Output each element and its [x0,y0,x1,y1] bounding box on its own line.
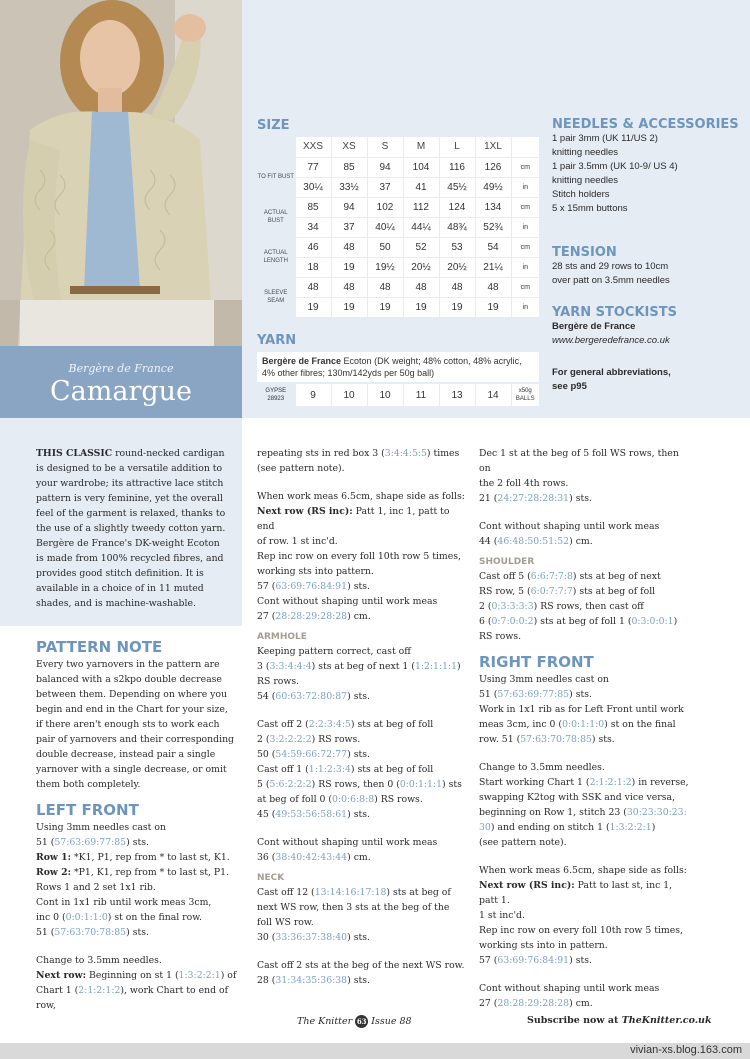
tension-heading: TENSION [552,245,617,260]
stockist-name: Bergère de France [552,321,636,332]
shoulder-heading: SHOULDER [479,557,535,567]
size-row: 18 19 19½ 20½ 20½ 21¼ in [257,257,539,277]
footer-magazine: The Knitter 63 Issue 88 [297,1016,412,1027]
size-row: 34 37 40¼ 44¼ 48¾ 52¾ in [257,217,539,237]
page-footer [0,1013,750,1031]
yarn-balls-row: GYPSE 28923 9 10 10 11 13 14 x50g BALLS [257,384,539,406]
yarn-heading: YARN [257,333,297,348]
column-3: Dec 1 st at the beg of 5 foll WS rows, then on the 2 foll 4th rows. 21 (24:27:28:28:31) sts. Cont without shaping until work meas 44 (46:48:50:51:52) cm. SHOULDER Cast off 5 (6:6:7:7:8) sts at beg of next RS row, 5 (6:0:7:7:7) sts at beg of foll 2 (0:3:3:3:3) RS rows, then cast off 6 (0:7:0:0:2) sts at beg of foll 1 (0:3:0:0:1) RS rows. RIGHT FRONT Using 3mm needles cast on 51 (57:63:69:77:85) sts. Work in 1x1 rib as for Left Front until work meas 3cm, inc 0 (0:0:1:1:0) st on the final row. 51 (57:63:70:78:85) sts. Change to 3.5mm needles. Start working Chart 1 (2:1:2:1:2) in reverse, swapping K2tog with SSK and vice versa, beginning on Row 1, stitch 23 (30:23:30:23: 30) and ending on stitch 1 (1:3:2:2:1) (see pattern note). When work meas 6.5cm, shape side as folls: Next row (RS inc): Patt to last st, inc 1, patt 1. 1 st inc'd. Rep inc row on every foll 10th row 5 times, working sts into in pattern. 57 (63:69:76:84:91) sts. Cont without shaping until work meas 27 (28:28:29:28:28) cm. [479,446,693,1011]
size-header-cell: XXS [295,137,331,157]
size-row-label: SLEEVE SEAM [257,277,295,317]
model-photo-illustration [0,0,242,346]
watermark-text: vivian-xs.blog.163.com [630,1044,742,1056]
size-heading: SIZE [257,118,290,133]
page-number-badge: 63 [356,1017,367,1026]
neck-heading: NECK [257,873,285,883]
size-row-label: ACTUAL LENGTH [257,237,295,277]
watermark-bar [0,1043,750,1059]
yarn-unit-label: x50g BALLS [511,384,539,406]
size-row: ACTUAL BUST 85 94 102 112 124 134 cm [257,197,539,217]
size-header-cell: L [439,137,475,157]
column-1: THIS CLASSIC round-necked cardigan is designed to be a versatile addition to your wardrobe; its attractive lace stitch pattern is very feminine, yet the overall feel of the garment is relaxed, thanks to the use of a slightly tweedy cotton yarn. Bergère de France's DK-weight Ecoton is made from 100% recycled fibres, and provides good stitch definition. It is available in a choice of in 11 muted shades, and is machine-washable. PATTERN NOTE Every two yarnovers in the pattern are balanced with a s2kpo double decrease between them. Depending on where you begin and end in the Chart for your size, if there aren't enough sts to work each pair of yarnovers and their corresponding double decrease, instead pair a single yarnover with a single decrease, or omit them both completely. LEFT FRONT Using 3mm needles cast on 51 (57:63:69:77:85) sts. Row 1: *K1, P1, rep from * to last st, K1. Row 2: *P1, K1, rep from * to last st, P1. Rows 1 and 2 set 1x1 rib. Cont in 1x1 rib until work meas 3cm, inc 0 (0:0:1:1:0) st on the final row. 51 (57:63:70:78:85) sts. Change to 3.5mm needles. Next row: Beginning on st 1 (1:3:2:2:1) of Chart 1 (2:1:2:1:2), work Chart to end of row, [36,446,244,1013]
unit-cell: in [511,177,539,197]
size-row-label: TO FIT BUST [257,157,295,197]
size-row: ACTUAL LENGTH 46 48 50 52 53 54 cm [257,237,539,257]
stockists-section [552,306,742,348]
size-row: TO FIT BUST 77 85 94 104 116 126 cm [257,157,539,177]
stockists-heading: YARN STOCKISTS [552,305,677,320]
size-header-cell: 1XL [475,137,511,157]
subscribe-link[interactable]: TheKnitter.co.uk [621,1015,712,1026]
pattern-brand: Bergère de France [68,362,174,375]
unit-cell: in [511,257,539,277]
column-2: repeating sts in red box 3 (3:4:4:5:5) times (see pattern note). When work meas 6.5cm, shape side as folls: Next row (RS inc): Patt 1, inc 1, patt to end of row. 1 st inc'd. Rep inc row on every foll 10th row 5 times, working sts into pattern. 57 (63:69:76:84:91) sts. Cont without shaping until work meas 27 (28:28:29:28:28) cm. ARMHOLE Keeping pattern correct, cast off 3 (3:3:4:4:4) sts at beg of next 1 (1:2:1:1:1) RS rows. 54 (60:63:72:80:87) sts. Cast off 2 (2:2:3:4:5) sts at beg of foll 2 (3:2:2:2:2) RS rows. 50 (54:59:66:72:77) sts. Cast off 1 (1:1:2:3:4) sts at beg of foll 5 (5:6:2:2:2) RS rows, then 0 (0:0:1:1:1) sts at beg of foll 0 (0:0:6:8:8) RS rows. 45 (49:53:56:58:61) sts. Cont without shaping until work meas 36 (38:40:42:43:44) cm. NECK Cast off 12 (13:14:16:17:18) sts at beg of next WS row, then 3 sts at the beg of the foll WS row. 30 (33:36:37:38:40) sts. Cast off 2 sts at the beg of the next WS row. 28 (31:34:35:36:38) sts. [257,448,465,986]
armhole-heading: ARMHOLE [257,632,307,642]
unit-cell: in [511,217,539,237]
needles-heading: NEEDLES & ACCESSORIES [552,117,739,132]
unit-cell: cm [511,197,539,217]
size-header-row [257,137,539,157]
intro-lead: THIS CLASSIC [36,448,113,459]
size-header-cell: S [367,137,403,157]
right-front-heading: RIGHT FRONT [479,653,594,671]
size-table [257,137,539,318]
abbreviations-note: For general abbreviations, see p95 [552,367,671,392]
yarn-brand: Bergère de France [262,356,342,366]
pattern-name: Camargue [49,376,192,407]
left-front-heading: LEFT FRONT [36,801,139,819]
size-header-cell: M [403,137,439,157]
unit-cell: cm [511,277,539,297]
unit-cell: in [511,297,539,317]
tension-section: TENSION 28 sts and 29 rows to 10cm over patt on 3.5mm needles [552,246,742,288]
unit-cell: cm [511,237,539,257]
size-row: 19 19 19 19 19 19 in [257,297,539,317]
yarn-shade-label: GYPSE 28923 [265,388,287,402]
unit-cell: cm [511,157,539,177]
size-row: 30¼ 33½ 37 41 45½ 49½ in [257,177,539,197]
size-row-label: ACTUAL BUST [257,197,295,237]
pattern-note-heading: PATTERN NOTE [36,638,163,656]
yarn-description-text: Ecoton (DK weight; 48% cotton, 48% acrylic, 4% other fibres; 130m/142yds per 50g ball) [262,356,522,378]
yarn-description [257,352,539,382]
pattern-title-box [0,346,242,418]
size-header-cell: XS [331,137,367,157]
stockist-url[interactable]: www.bergeredefrance.co.uk [552,335,670,346]
model-photo [0,0,242,346]
needles-section: NEEDLES & ACCESSORIES 1 pair 3mm (UK 11/US 2) knitting needles 1 pair 3.5mm (UK 10-9/ US 4) knitting needles Stitch holders 5 x 15mm buttons [552,118,742,216]
yarn-balls-table [257,384,539,406]
size-row: SLEEVE SEAM 48 48 48 48 48 48 cm [257,277,539,297]
footer-subscribe: Subscribe now at TheKnitter.co.uk [527,1015,712,1026]
